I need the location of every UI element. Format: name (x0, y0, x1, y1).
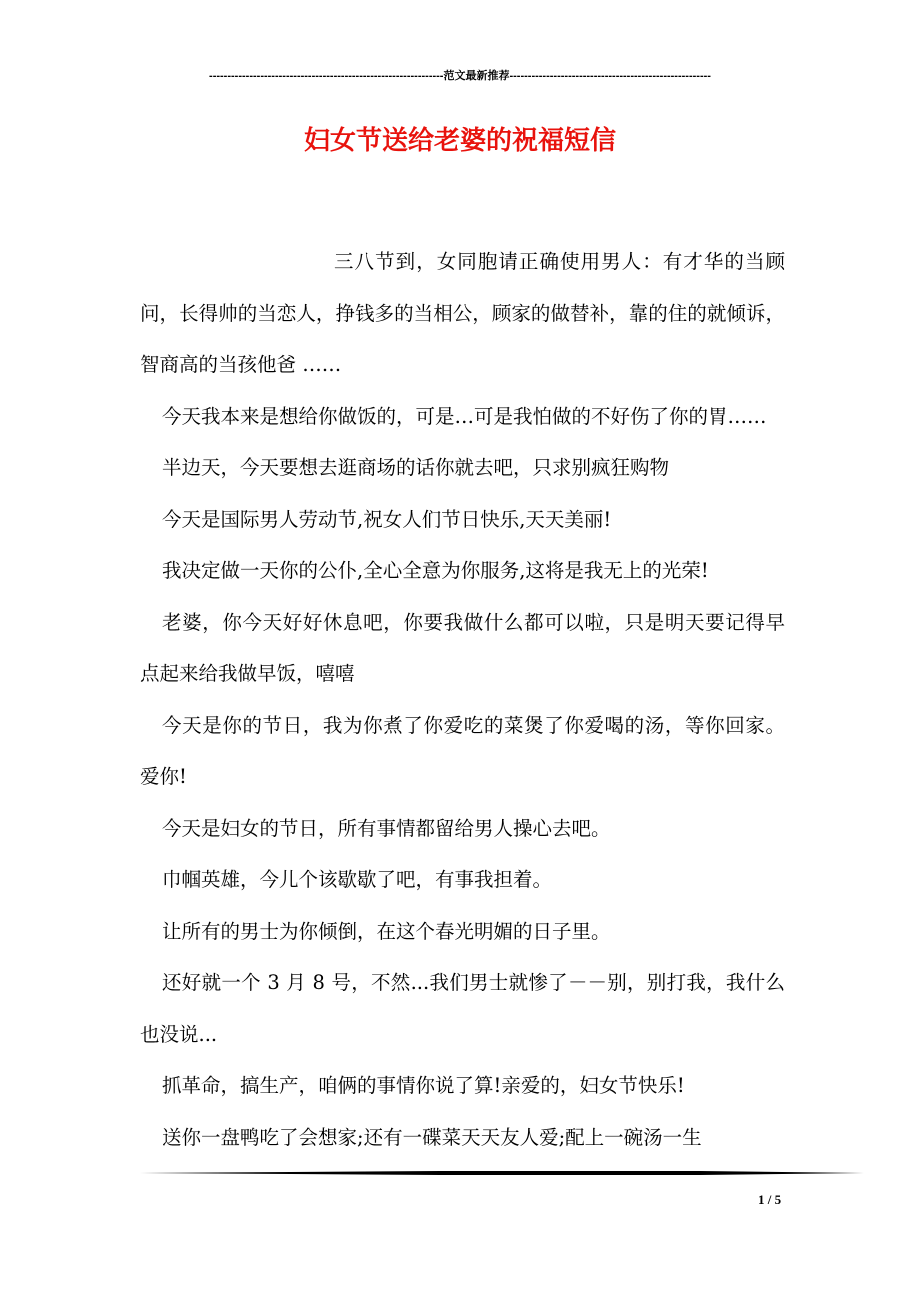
paragraph: 还好就一个 3 月 8 号，不然...我们男士就惨了－－别，别打我，我什么也没说... (140, 971, 785, 1046)
paragraph: 让所有的男士为你倾倒，在这个春光明媚的日子里。 (162, 919, 611, 943)
paragraph: 今天是国际男人劳动节,祝女人们节日快乐,天天美丽! (162, 507, 612, 531)
document-title: 妇女节送给老婆的祝福短信 (303, 126, 616, 156)
paragraph: 巾帼英雄，今儿个该歇歇了吧，有事我担着。 (162, 868, 553, 891)
paragraph: 半边天，今天要想去逛商场的话你就去吧，只求别疯狂购物 (162, 456, 670, 479)
paragraph: 送你一盘鸭吃了会想家;还有一碟菜天天友人爱;配上一碗汤一生 (162, 1125, 702, 1149)
page-number: 1 / 5 (758, 1192, 782, 1207)
paragraph: 今天是你的节日，我为你煮了你爱吃的菜煲了你爱喝的汤，等你回家。爱你! (140, 713, 785, 788)
paragraph: 今天我本来是想给你做饭的，可是…可是我怕做的不好伤了你的胃…… (162, 404, 767, 428)
paragraph: 三八节到，女同胞请正确使用男人：有才华的当顾问，长得帅的当恋人，挣钱多的当相公，顾家的做替补，靠的住的就倾诉，智商高的当孩他爸 …… (140, 250, 785, 376)
document-body (140, 236, 785, 1163)
paragraph: 老婆，你今天好好休息吧，你要我做什么都可以啦，只是明天要记得早点起来给我做早饭，嘻嘻 (140, 610, 785, 685)
paragraph: 抓革命，搞生产，咱俩的事情你说了算!亲爱的，妇女节快乐! (162, 1074, 685, 1097)
page-header: ----------------------------------------------------------------范文最新推荐------------------------------------------------------- (209, 70, 711, 82)
paragraph: 我决定做一天你的公仆,全心全意为你服务,这将是我无上的光荣! (162, 559, 709, 582)
footer-divider (140, 1170, 864, 1176)
paragraph: 今天是妇女的节日，所有事情都留给男人操心去吧。 (162, 816, 611, 840)
